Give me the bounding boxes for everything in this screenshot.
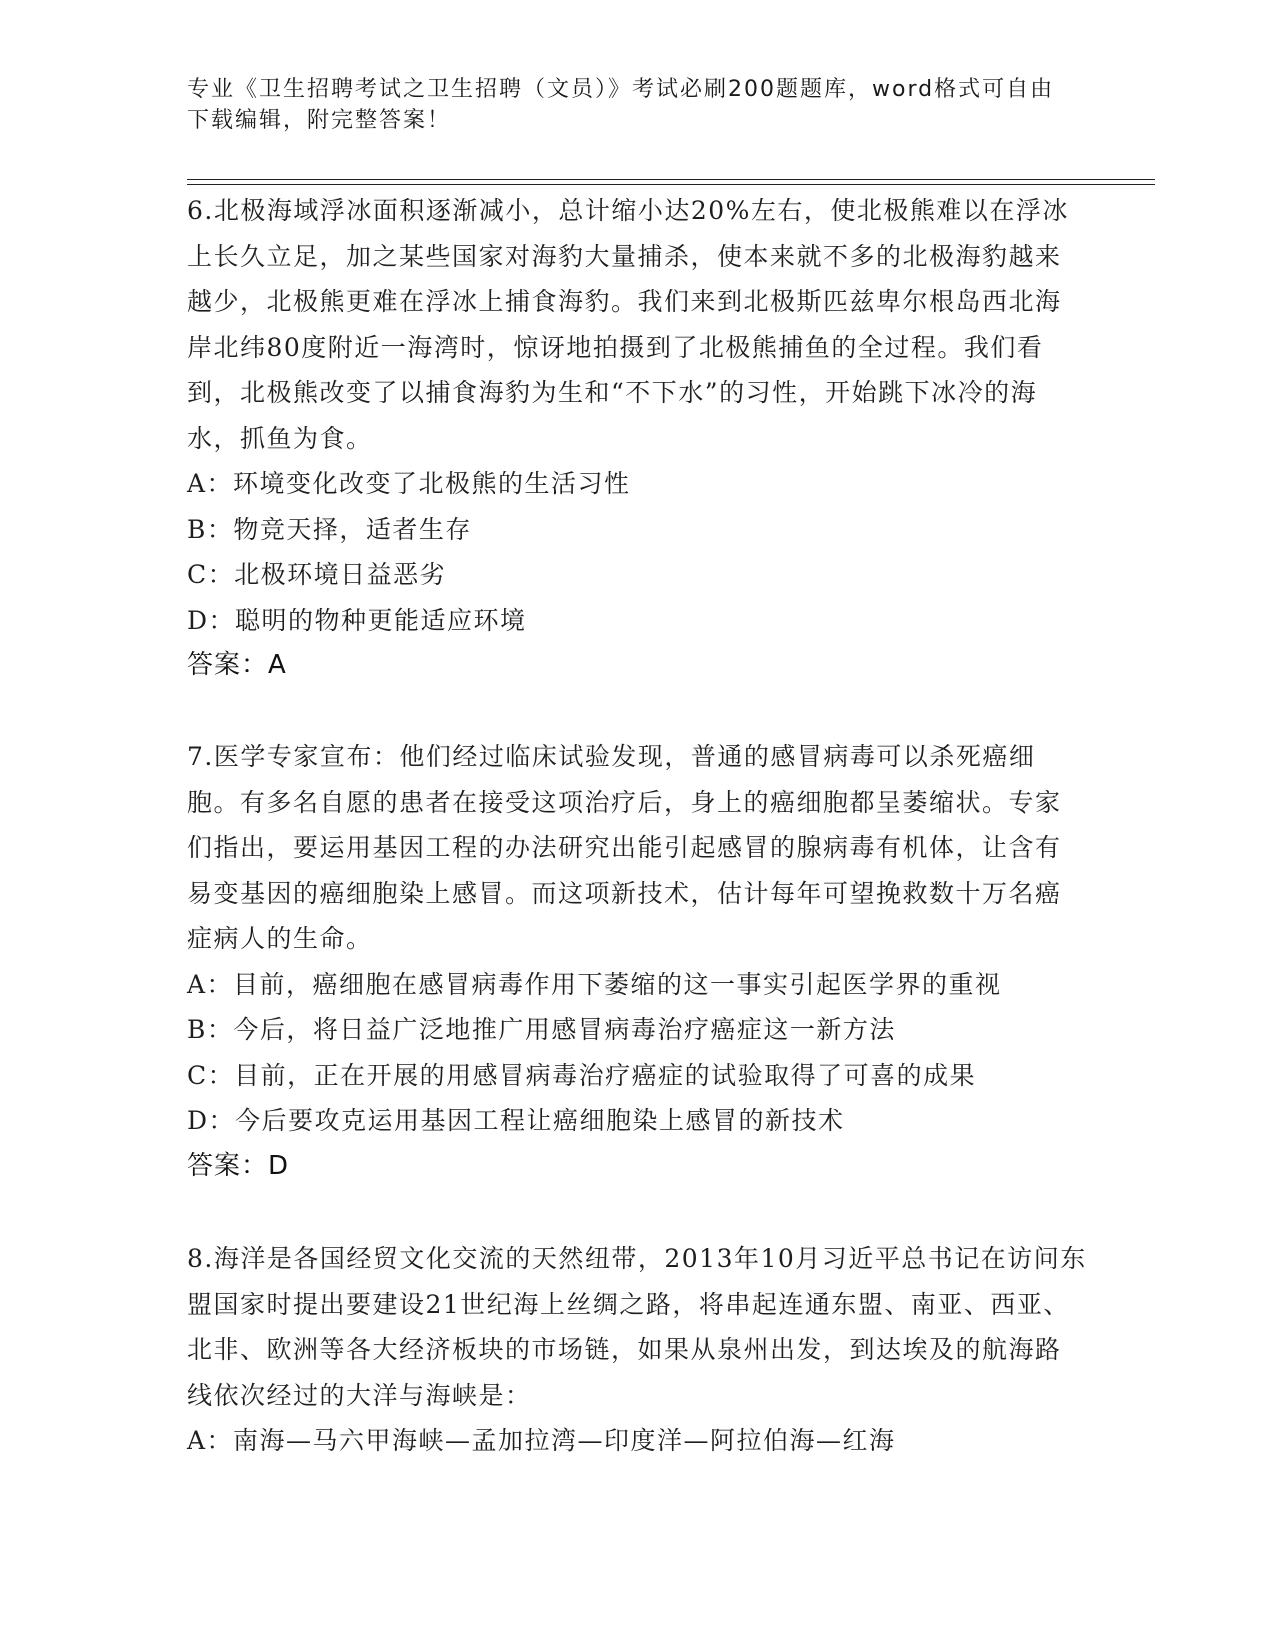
option-d: D：聪明的物种更能适应环境 xyxy=(187,605,527,635)
answer: 答案：A xyxy=(187,650,287,680)
option-a: A：南海—马六甲海峡—孟加拉湾—印度洋—阿拉伯海—红海 xyxy=(187,1426,896,1455)
option-d: D：今后要攻克运用基因工程让癌细胞染上感冒的新技术 xyxy=(187,1106,845,1135)
option-b: B：物竞天择，适者生存 xyxy=(187,514,472,544)
question-6 xyxy=(187,188,1087,689)
question-8 xyxy=(187,1236,1087,1464)
option-b: B：今后，将日益广泛地推广用感冒病毒治疗癌症这一新方法 xyxy=(187,1015,896,1044)
document-header: 专业《卫生招聘考试之卫生招聘（文员）》考试必刷200题题库，word格式可自由下载编辑，附完整答案！ xyxy=(187,77,1055,133)
header-divider-bottom xyxy=(187,184,1155,185)
option-c: C：北极环境日益恶劣 xyxy=(187,560,447,589)
question-stem: 7.医学专家宣布：他们经过临床试验发现，普通的感冒病毒可以杀死癌细胞。有多名自愿的患者在接受这项治疗后，身上的癌细胞都呈萎缩状。专家们指出，要运用基因工程的办法研究出能引起感冒的腺病毒有机体，让含有易变基因的癌细胞染上感冒。而这项新技术，估计每年可望挽救数十万名癌症病人的生命。 xyxy=(187,742,1062,953)
answer: 答案：D xyxy=(187,1150,290,1181)
header-divider-top xyxy=(187,179,1155,180)
question-7 xyxy=(187,734,1087,1189)
question-stem: 6.北极海域浮冰面积逐渐减小，总计缩小达20%左右，使北极熊难以在浮冰上长久立足，加之某些国家对海豹大量捕杀，使本来就不多的北极海豹越来越少，北极熊更难在浮冰上捕食海豹。我们来到北极斯匹兹卑尔根岛西北海岸北纬80度附近一海湾时，惊讶地拍摄到了北极熊捕鱼的全过程。我们看到，北极熊改变了以捕食海豹为生和“不下水”的习性，开始跳下冰冷的海水，抓鱼为食。 xyxy=(187,196,1069,453)
option-a: A：目前，癌细胞在感冒病毒作用下萎缩的这一事实引起医学界的重视 xyxy=(187,969,1002,999)
question-stem: 8.海洋是各国经贸文化交流的天然纽带，2013年10月习近平总书记在访问东盟国家时提出要建设21世纪海上丝绸之路，将串起连通东盟、南亚、西亚、北非、欧洲等各大经济板块的市场链，如果从泉州出发，到达埃及的航海路线依次经过的大洋与海峡是： xyxy=(187,1244,1087,1410)
option-c: C：目前，正在开展的用感冒病毒治疗癌症的试验取得了可喜的成果 xyxy=(187,1060,977,1090)
option-a: A：环境变化改变了北极熊的生活习性 xyxy=(187,469,631,498)
